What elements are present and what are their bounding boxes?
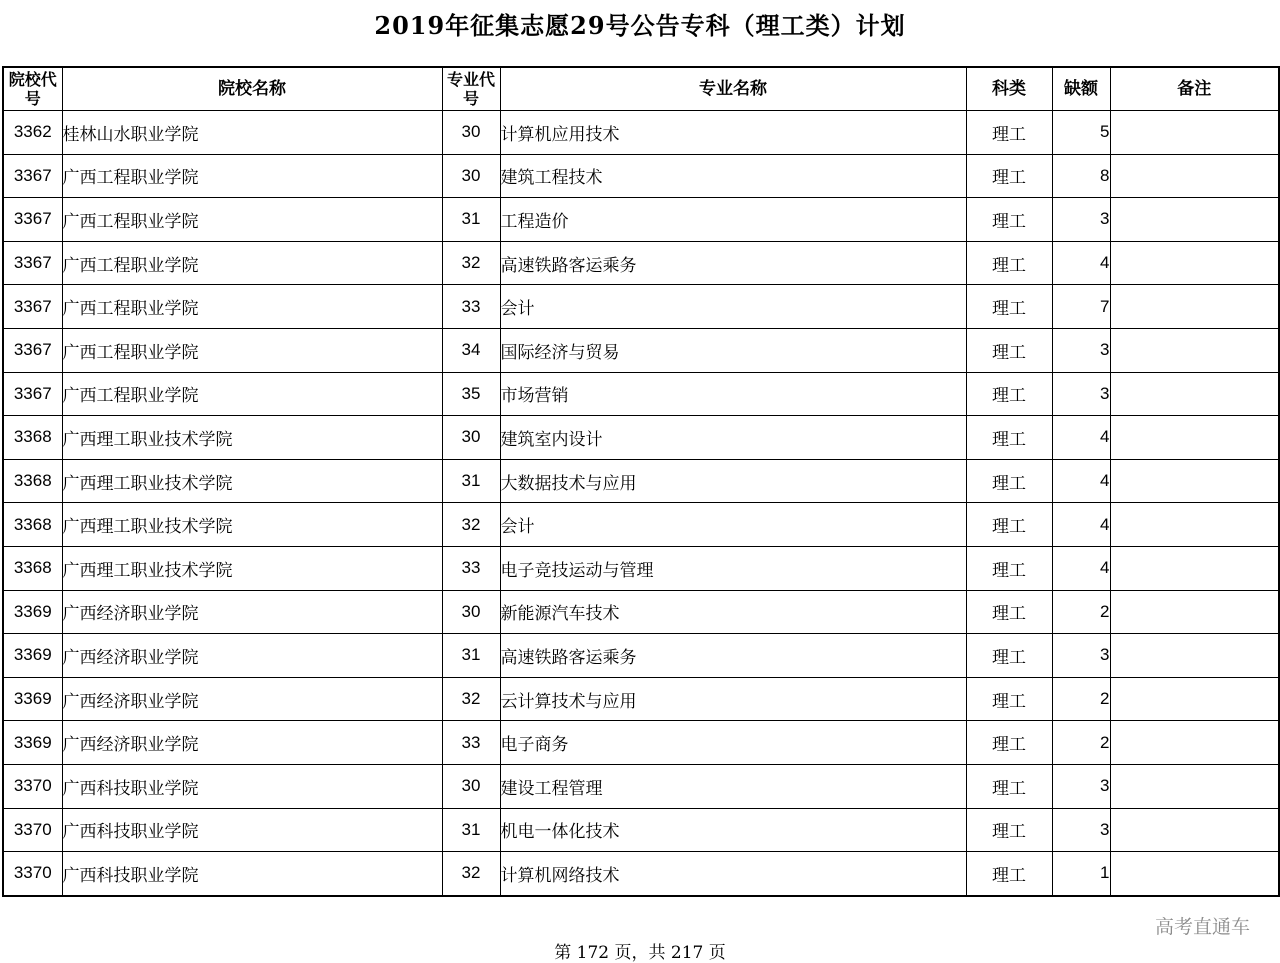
table-row xyxy=(3,416,1279,460)
header-category: 科类 xyxy=(966,67,1052,111)
cell-school-name: 广西工程职业学院 xyxy=(62,198,442,242)
cell-major-code: 34 xyxy=(442,328,500,372)
cell-major-code: 30 xyxy=(442,416,500,460)
cell-major-code: 31 xyxy=(442,198,500,242)
cell-major-code: 33 xyxy=(442,546,500,590)
cell-vacancy: 4 xyxy=(1052,503,1110,547)
cell-major-code: 30 xyxy=(442,764,500,808)
cell-school-name: 桂林山水职业学院 xyxy=(62,111,442,155)
table-row xyxy=(3,285,1279,329)
cell-note xyxy=(1110,590,1279,634)
watermark: 高考直通车 xyxy=(1154,916,1250,938)
enrollment-plan-table xyxy=(2,66,1280,897)
cell-vacancy: 4 xyxy=(1052,546,1110,590)
cell-school-name: 广西经济职业学院 xyxy=(62,590,442,634)
cell-major-code: 31 xyxy=(442,459,500,503)
page-title: 2019年征集志愿29号公告专科（理工类）计划 xyxy=(374,11,906,40)
cell-note xyxy=(1110,154,1279,198)
cell-vacancy: 3 xyxy=(1052,634,1110,678)
cell-school-code: 3367 xyxy=(3,372,62,416)
cell-school-name: 广西经济职业学院 xyxy=(62,677,442,721)
cell-major-code: 33 xyxy=(442,285,500,329)
cell-note xyxy=(1110,546,1279,590)
cell-major-name: 国际经济与贸易 xyxy=(500,328,966,372)
cell-category: 理工 xyxy=(966,241,1052,285)
cell-vacancy: 8 xyxy=(1052,154,1110,198)
cell-school-code: 3367 xyxy=(3,198,62,242)
table-row xyxy=(3,546,1279,590)
cell-note xyxy=(1110,111,1279,155)
table-row xyxy=(3,634,1279,678)
cell-school-name: 广西经济职业学院 xyxy=(62,721,442,765)
cell-note xyxy=(1110,328,1279,372)
cell-school-name: 广西经济职业学院 xyxy=(62,634,442,678)
cell-category: 理工 xyxy=(966,764,1052,808)
cell-major-code: 33 xyxy=(442,721,500,765)
cell-major-code: 30 xyxy=(442,590,500,634)
cell-category: 理工 xyxy=(966,285,1052,329)
table-body xyxy=(3,111,1279,896)
cell-note xyxy=(1110,721,1279,765)
cell-note xyxy=(1110,634,1279,678)
cell-note xyxy=(1110,198,1279,242)
cell-school-name: 广西工程职业学院 xyxy=(62,372,442,416)
table-row xyxy=(3,328,1279,372)
cell-note xyxy=(1110,285,1279,329)
cell-category: 理工 xyxy=(966,328,1052,372)
cell-major-code: 30 xyxy=(442,111,500,155)
table-row xyxy=(3,241,1279,285)
cell-major-name: 电子竞技运动与管理 xyxy=(500,546,966,590)
cell-category: 理工 xyxy=(966,459,1052,503)
cell-note xyxy=(1110,677,1279,721)
cell-category: 理工 xyxy=(966,198,1052,242)
cell-school-code: 3368 xyxy=(3,503,62,547)
cell-vacancy: 3 xyxy=(1052,372,1110,416)
cell-major-name: 建设工程管理 xyxy=(500,764,966,808)
table-row xyxy=(3,677,1279,721)
cell-vacancy: 4 xyxy=(1052,416,1110,460)
cell-category: 理工 xyxy=(966,634,1052,678)
table-row xyxy=(3,852,1279,896)
cell-note xyxy=(1110,764,1279,808)
cell-major-code: 32 xyxy=(442,852,500,896)
cell-major-name: 会计 xyxy=(500,503,966,547)
cell-major-name: 高速铁路客运乘务 xyxy=(500,241,966,285)
table-header-row xyxy=(3,67,1279,111)
cell-major-name: 计算机应用技术 xyxy=(500,111,966,155)
cell-note xyxy=(1110,416,1279,460)
cell-vacancy: 1 xyxy=(1052,852,1110,896)
cell-school-code: 3368 xyxy=(3,546,62,590)
cell-school-code: 3368 xyxy=(3,459,62,503)
cell-school-name: 广西理工职业技术学院 xyxy=(62,416,442,460)
table-row xyxy=(3,590,1279,634)
cell-note xyxy=(1110,372,1279,416)
header-school-code: 院校代号 xyxy=(3,67,62,111)
cell-major-name: 高速铁路客运乘务 xyxy=(500,634,966,678)
cell-major-name: 大数据技术与应用 xyxy=(500,459,966,503)
cell-category: 理工 xyxy=(966,372,1052,416)
cell-category: 理工 xyxy=(966,808,1052,852)
cell-category: 理工 xyxy=(966,503,1052,547)
table-row xyxy=(3,154,1279,198)
cell-school-code: 3369 xyxy=(3,590,62,634)
cell-school-code: 3370 xyxy=(3,764,62,808)
cell-major-name: 云计算技术与应用 xyxy=(500,677,966,721)
cell-category: 理工 xyxy=(966,416,1052,460)
cell-school-name: 广西工程职业学院 xyxy=(62,241,442,285)
cell-school-name: 广西理工职业技术学院 xyxy=(62,459,442,503)
cell-major-name: 机电一体化技术 xyxy=(500,808,966,852)
cell-school-code: 3368 xyxy=(3,416,62,460)
table-row xyxy=(3,198,1279,242)
cell-major-code: 31 xyxy=(442,634,500,678)
cell-major-name: 会计 xyxy=(500,285,966,329)
cell-note xyxy=(1110,808,1279,852)
cell-school-code: 3370 xyxy=(3,852,62,896)
cell-major-code: 31 xyxy=(442,808,500,852)
cell-category: 理工 xyxy=(966,111,1052,155)
cell-school-name: 广西科技职业学院 xyxy=(62,852,442,896)
cell-school-code: 3370 xyxy=(3,808,62,852)
cell-school-code: 3367 xyxy=(3,328,62,372)
cell-school-code: 3369 xyxy=(3,634,62,678)
cell-major-name: 计算机网络技术 xyxy=(500,852,966,896)
cell-vacancy: 2 xyxy=(1052,677,1110,721)
cell-vacancy: 3 xyxy=(1052,328,1110,372)
cell-major-name: 工程造价 xyxy=(500,198,966,242)
cell-school-code: 3369 xyxy=(3,677,62,721)
cell-note xyxy=(1110,459,1279,503)
cell-category: 理工 xyxy=(966,546,1052,590)
cell-school-name: 广西理工职业技术学院 xyxy=(62,546,442,590)
header-school-name: 院校名称 xyxy=(62,67,442,111)
table-row xyxy=(3,459,1279,503)
cell-school-name: 广西理工职业技术学院 xyxy=(62,503,442,547)
cell-major-name: 市场营销 xyxy=(500,372,966,416)
cell-major-code: 35 xyxy=(442,372,500,416)
cell-note xyxy=(1110,503,1279,547)
cell-major-code: 32 xyxy=(442,503,500,547)
table-row xyxy=(3,721,1279,765)
cell-vacancy: 7 xyxy=(1052,285,1110,329)
cell-vacancy: 3 xyxy=(1052,198,1110,242)
cell-school-code: 3369 xyxy=(3,721,62,765)
header-major-name: 专业名称 xyxy=(500,67,966,111)
cell-school-code: 3367 xyxy=(3,154,62,198)
cell-school-code: 3367 xyxy=(3,241,62,285)
cell-note xyxy=(1110,241,1279,285)
cell-school-name: 广西科技职业学院 xyxy=(62,764,442,808)
cell-major-name: 电子商务 xyxy=(500,721,966,765)
table-row xyxy=(3,764,1279,808)
cell-vacancy: 3 xyxy=(1052,808,1110,852)
cell-vacancy: 5 xyxy=(1052,111,1110,155)
cell-school-code: 3367 xyxy=(3,285,62,329)
cell-major-name: 建筑室内设计 xyxy=(500,416,966,460)
cell-school-code: 3362 xyxy=(3,111,62,155)
header-major-code: 专业代号 xyxy=(442,67,500,111)
cell-major-code: 32 xyxy=(442,677,500,721)
table-row xyxy=(3,111,1279,155)
cell-vacancy: 2 xyxy=(1052,721,1110,765)
cell-note xyxy=(1110,852,1279,896)
table-row xyxy=(3,808,1279,852)
cell-vacancy: 4 xyxy=(1052,459,1110,503)
cell-major-name: 新能源汽车技术 xyxy=(500,590,966,634)
header-vacancy: 缺额 xyxy=(1052,67,1110,111)
cell-vacancy: 4 xyxy=(1052,241,1110,285)
cell-category: 理工 xyxy=(966,154,1052,198)
table-row xyxy=(3,372,1279,416)
cell-category: 理工 xyxy=(966,721,1052,765)
cell-vacancy: 3 xyxy=(1052,764,1110,808)
cell-category: 理工 xyxy=(966,677,1052,721)
header-note: 备注 xyxy=(1110,67,1279,111)
cell-school-name: 广西科技职业学院 xyxy=(62,808,442,852)
cell-vacancy: 2 xyxy=(1052,590,1110,634)
page-footer: 第 172 页，共 217 页 xyxy=(554,943,726,963)
cell-category: 理工 xyxy=(966,590,1052,634)
cell-category: 理工 xyxy=(966,852,1052,896)
cell-major-code: 32 xyxy=(442,241,500,285)
table-row xyxy=(3,503,1279,547)
cell-school-name: 广西工程职业学院 xyxy=(62,328,442,372)
cell-school-name: 广西工程职业学院 xyxy=(62,154,442,198)
cell-school-name: 广西工程职业学院 xyxy=(62,285,442,329)
cell-major-name: 建筑工程技术 xyxy=(500,154,966,198)
cell-major-code: 30 xyxy=(442,154,500,198)
